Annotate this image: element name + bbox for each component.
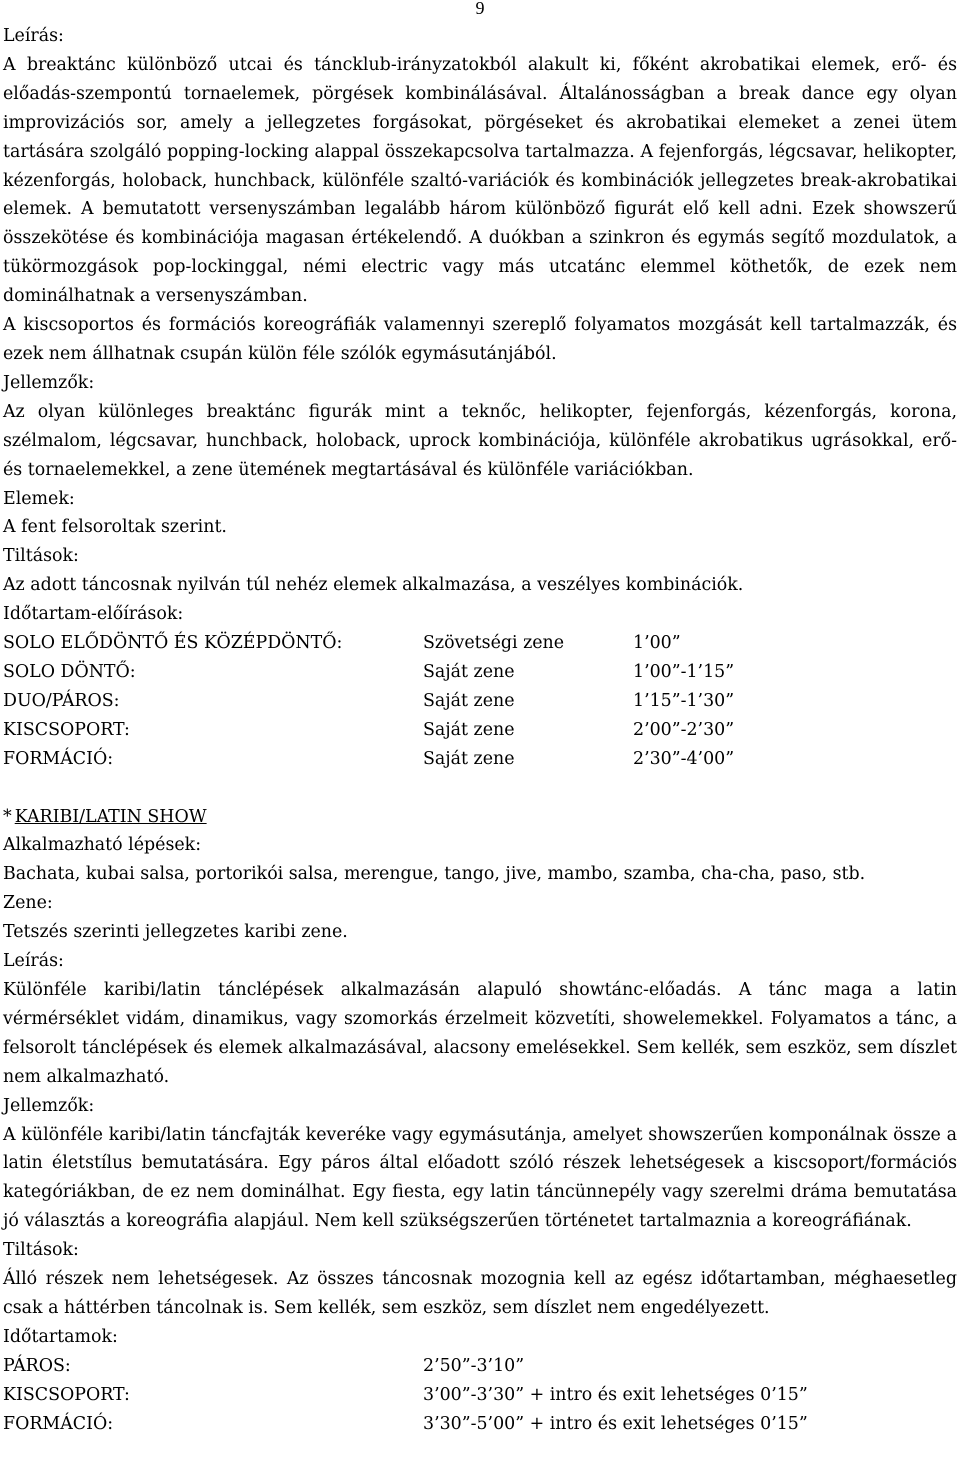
karibi-steps-heading: Alkalmazható lépések: <box>3 835 202 856</box>
duration-row <box>3 745 957 774</box>
karibi-description-text: Különféle karibi/latin tánclépések alkalmazásán alapuló showtánc-előadás. A tánc maga a latin vérmérséklet vidám, dinamikus, vagy szomorkás érzelmeit közvetíti, showelemekkel. Folyamatos a tánc, a felsorolt tánclépések és elemek alkalmazásával, alacsony emelésekkel. Sem kellék, sem eszköz, sem díszlet nem alkalmazható. <box>3 980 957 1087</box>
breaktanc-duration-heading: Időtartam-előírások: <box>3 604 184 625</box>
duration-music: Saját zene <box>423 748 515 769</box>
section-gap <box>3 774 957 803</box>
duration-category: KISCSOPORT: <box>3 719 130 740</box>
breaktanc-description-paragraph-1: A breaktánc különböző utcai és táncklub-irányzatokból alakult ki, főként akrobatikai elemek, erő- és előadás-szempontú tornaelemek, pörgések kombinálásával. Általánosságban a break dance egy olyan improvizációs sor, amely a jellegzetes forgásokat, pörgéseket és akrobatikai elemeket a zenei ütem tartására szolgáló popping-locking alappal összekapcsolva tartalmazza. A fejenforgás, légcsavar, helikopter, kézenforgás, holoback, hunchback, különféle szaltó-variációk és kombinációk jellegzetes break-akrobatikai elemek. A bemutatott versenyszámban legalább három különböző figurát elő kell adni. Ezek showszerű összekötése és kombinációja magasan értékelendő. A duókban a szinkron és egymás segítő mozdulatok, a tükörmozgások pop-lockinggal, némi electric vagy más utcatánc elemmel köthetők, de ezek nem dominálhatnak a versenyszámban. <box>3 54 957 307</box>
breaktanc-elements-text: A fent felsoroltak szerint. <box>3 517 227 538</box>
duration-category: FORMÁCIÓ: <box>3 1413 114 1434</box>
karibi-section-title <box>3 803 957 832</box>
duration-row <box>3 1381 957 1410</box>
duration-category: DUO/PÁROS: <box>3 690 120 711</box>
duration-time: 2’30”-4’00” <box>633 748 735 769</box>
duration-time: 3’30”-5’00” + intro és exit lehetséges 0’15” <box>423 1413 808 1434</box>
duration-row <box>3 1410 957 1439</box>
duration-music: Saját zene <box>423 690 515 711</box>
duration-time: 1’00” <box>633 633 681 654</box>
karibi-music-heading: Zene: <box>3 893 53 914</box>
karibi-description-heading: Leírás: <box>3 951 64 972</box>
duration-time: 3’00”-3’30” + intro és exit lehetséges 0’15” <box>423 1384 808 1405</box>
bullet-asterisk: * <box>3 806 12 827</box>
karibi-steps-text: Bachata, kubai salsa, portorikói salsa, merengue, tango, jive, mambo, szamba, cha-cha, paso, stb. <box>3 864 866 885</box>
page-number: 9 <box>475 0 485 18</box>
breaktanc-description-paragraph-2: A kiscsoportos és formációs koreográfiák valamennyi szereplő folyamatos mozgását kell tartalmazzák, és ezek nem állhatnak csupán külön féle szólók egymásutánjából. <box>3 315 957 364</box>
duration-row <box>3 716 957 745</box>
duration-music: Szövetségi zene <box>423 633 565 654</box>
duration-category: FORMÁCIÓ: <box>3 748 114 769</box>
document-body <box>3 22 957 1439</box>
karibi-music-text: Tetszés szerinti jellegzetes karibi zene. <box>3 922 348 943</box>
karibi-features-heading: Jellemzők: <box>3 1095 95 1116</box>
karibi-title-text: KARIBI/LATIN SHOW <box>14 806 207 827</box>
karibi-prohibited-heading: Tiltások: <box>3 1240 79 1261</box>
breaktanc-description-heading: Leírás: <box>3 26 64 46</box>
duration-category: SOLO ELŐDÖNTŐ ÉS KÖZÉPDÖNTŐ: <box>3 633 343 654</box>
duration-category: PÁROS: <box>3 1355 71 1376</box>
duration-time: 1’00”-1’15” <box>633 661 735 682</box>
karibi-prohibited-text: Álló részek nem lehetségesek. Az összes táncosnak mozognia kell az egész időtartamban, méghaesetleg csak a háttérben táncolnak is. Sem kellék, sem eszköz, sem díszlet nem engedélyezett. <box>3 1269 957 1318</box>
duration-category: KISCSOPORT: <box>3 1384 130 1405</box>
duration-time: 1’15”-1’30” <box>633 690 735 711</box>
duration-row <box>3 629 957 658</box>
duration-time: 2’50”-3’10” <box>423 1355 525 1376</box>
karibi-features-text: A különféle karibi/latin táncfajták keveréke vagy egymásutánja, amelyet showszerűen komponálnak össze a latin életstílus bemutatására. Egy páros által előadott szóló részek lehetségesek a kiscsoport/formációs kategóriákban, de ez nem dominálhat. Egy fiesta, egy latin táncünnepély vagy szerelmi dráma bemutatása jó választás a koreográfia alapjául. Nem kell szükségszerűen történetet tartalmaznia a koreográfiának. <box>3 1124 957 1232</box>
karibi-duration-heading: Időtartamok: <box>3 1326 118 1347</box>
karibi-duration-table <box>3 1352 957 1439</box>
duration-row <box>3 687 957 716</box>
breaktanc-prohibited-heading: Tiltások: <box>3 546 79 567</box>
duration-row <box>3 1352 957 1381</box>
breaktanc-duration-table <box>3 629 957 774</box>
duration-time: 2’00”-2’30” <box>633 719 735 740</box>
duration-row <box>3 658 957 687</box>
duration-music: Saját zene <box>423 661 515 682</box>
breaktanc-elements-heading: Elemek: <box>3 488 75 509</box>
breaktanc-features-text: Az olyan különleges breaktánc figurák mint a teknőc, helikopter, fejenforgás, kézenforgás, korona, szélmalom, légcsavar, hunchback, holoback, uprock kombinációja, különféle akrobatikus ugrásokkal, erő- és tornaelemekkel, a zene ütemének megtartásával és különféle variációkban. <box>3 401 957 480</box>
breaktanc-prohibited-text: Az adott táncosnak nyilván túl nehéz elemek alkalmazása, a veszélyes kombinációk. <box>3 575 744 596</box>
breaktanc-features-heading: Jellemzők: <box>3 372 95 393</box>
duration-category: SOLO DÖNTŐ: <box>3 661 136 682</box>
duration-music: Saját zene <box>423 719 515 740</box>
